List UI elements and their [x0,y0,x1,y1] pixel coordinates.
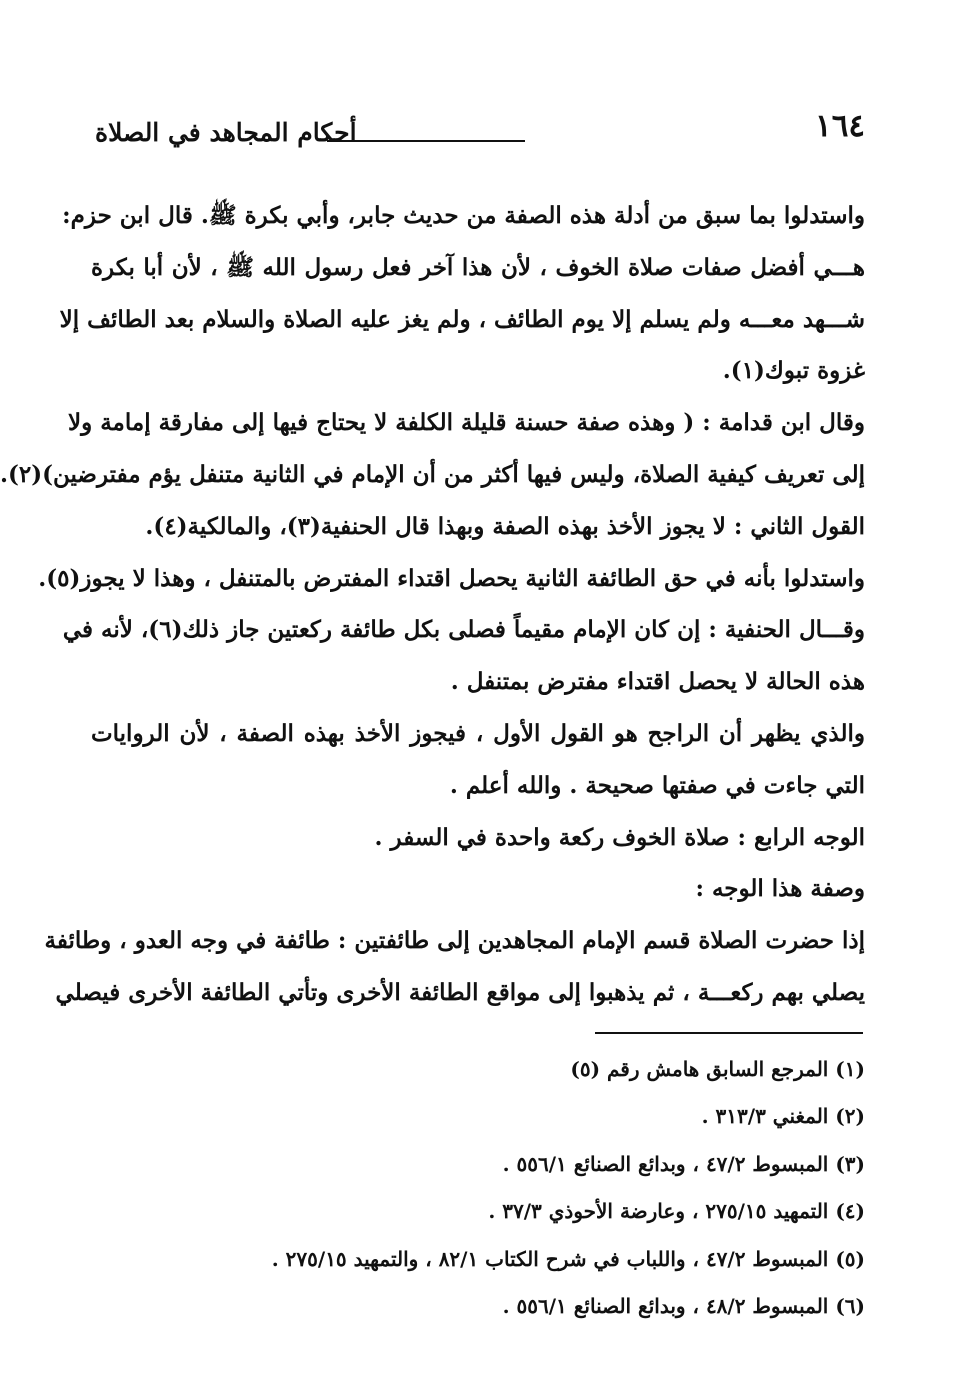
text-line: شـــهد معـــه ولم يسلم إلا يوم الطائف ، ولم يغز عليه الصلاة والسلام بعد الطائف إلا [59,305,865,333]
text-line: وقـــال الحنفية : إن كان الإمام مقيماً فصلى بكل طائفة ركعتين جاز ذلك(٦)، لأنه في [62,616,865,644]
footnote-rule [595,1032,863,1034]
footnote: (٥) المبسوط ٤٧/٢ ، واللباب في شرح الكتاب ٨٢/١ ، والتمهيد ٢٧٥/١٥ . [271,1246,865,1271]
page-number: ١٦٤ [815,108,865,144]
footnote: (٦) المبسوط ٤٨/٢ ، وبدائع الصنائع ٥٥٦/١ . [502,1293,865,1318]
text-line: وقال ابن قدامة : ( وهذه صفة حسنة قليلة الكلفة لا يحتاج فيها إلى مفارقة إمامة ولا [67,409,865,437]
text-line: التي جاءت في صفتها صحيحة . والله أعلم . [449,771,865,799]
text-line: والذي يظهر أن الراجح هو القول الأول ، فيجوز الأخذ بهذه الصفة ، لأن الروايات [91,719,865,747]
footnote: (٢) المغني ٣١٣/٣ . [701,1104,865,1129]
text-line: غزوة تبوك(١). [722,357,865,385]
footnote: (٤) التمهيد ٢٧٥/١٥ ، وعارضة الأحوذي ٣٧/٣ . [488,1199,865,1224]
footnote: (٣) المبسوط ٤٧/٢ ، وبدائع الصنائع ٥٥٦/١ . [502,1151,865,1176]
text-line: يصلي بهم ركعـــة ، ثم يذهبوا إلى مواقع الطائفة الأخرى وتأتي الطائفة الأخرى فيصلي [55,978,865,1006]
footnote: (١) المرجع السابق هامش رقم (٥) [570,1057,865,1081]
text-line: وصفة هذا الوجه : [695,875,865,903]
footnotes [185,1046,865,1330]
running-title: أحكام المجاهد في الصلاة [95,118,357,147]
text-line: إلى تعريف كيفية الصلاة، وليس فيها أكثر من أن الإمام في الثانية متنفل يؤم مفترضين)(٢). [0,460,865,488]
text-line: هـــي أفضل صفات صلاة الخوف ، لأن هذا آخر فعل رسول الله ﷺ ، لأن أبا بكرة [91,253,865,281]
body-text [0,190,865,1019]
text-line: إذا حضرت الصلاة قسم الإمام المجاهدين إلى طائفتين : طائفة في وجه العدو ، وطائفة [44,927,865,955]
text-line: الوجه الرابع : صلاة الخوف ركعة واحدة في السفر . [374,823,865,851]
text-line: واستدلوا بما سبق من أدلة هذه الصفة من حديث جابر، وأبي بكرة ﷺ. قال ابن حزم: [62,202,865,229]
text-line: القول الثاني : لا يجوز الأخذ بهذه الصفة وبهذا قال الحنفية(٣)، والمالكية(٤). [145,512,865,540]
text-line: واستدلوا بأنه في حق الطائفة الثانية يحصل اقتداء المفترض بالمتنفل ، وهذا لا يجوز(٥). [38,564,865,592]
running-header [95,104,865,152]
text-line: هذه الحالة لا يحصل اقتداء مفترض بمتنفل . [450,668,865,696]
